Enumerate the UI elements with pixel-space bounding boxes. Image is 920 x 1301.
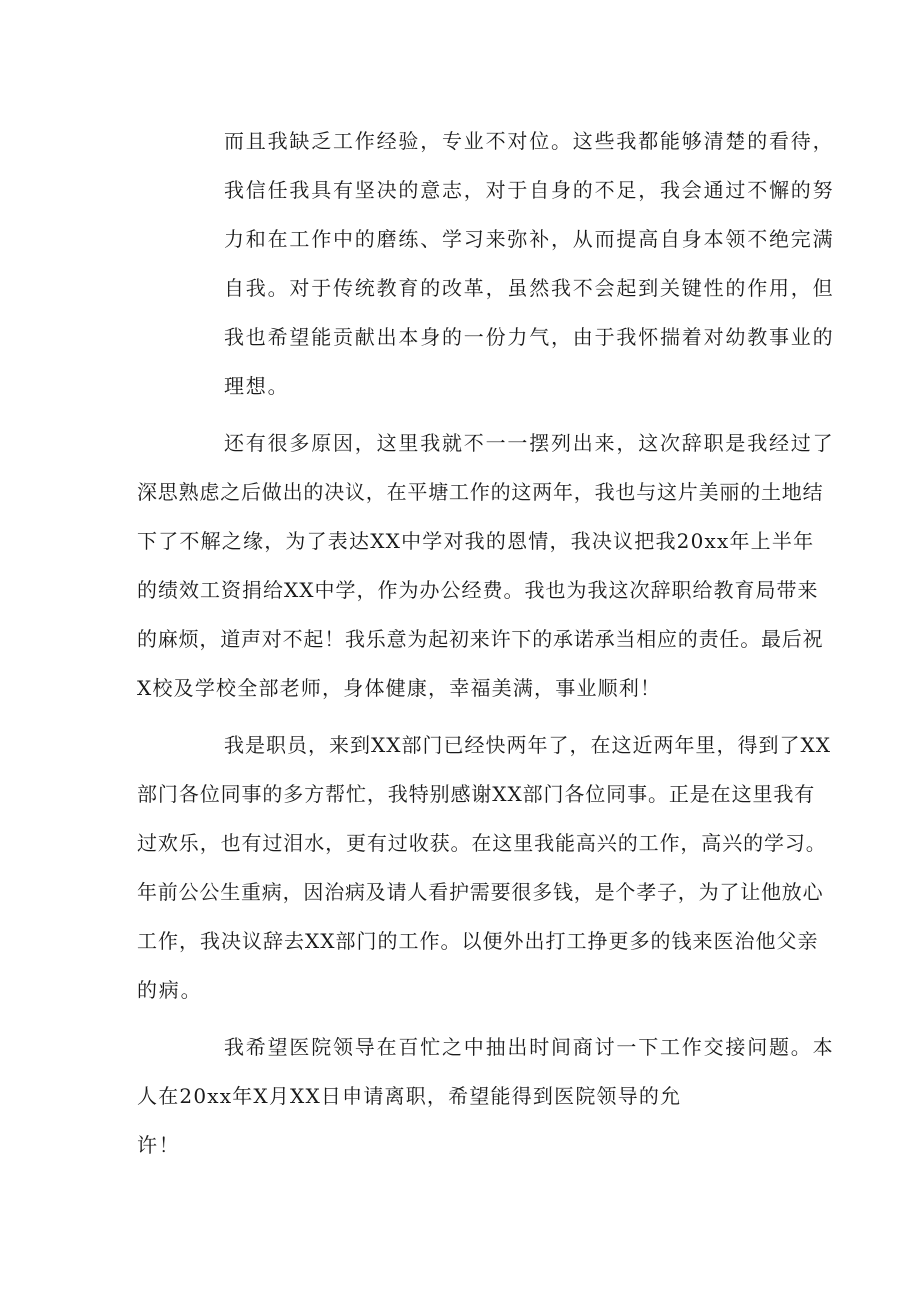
paragraph-3-line-6: 的病。: [137, 978, 203, 1002]
paragraph-1-line-5: 我也希望能贡献出本身的一份力气，由于我怀揣着对幼教事业的: [224, 325, 835, 349]
paragraph-1-line-4: 自我。对于传统教育的改革，虽然我不会起到关键性的作用，但: [224, 276, 835, 300]
paragraph-4-line-1: 我希望医院领导在百忙之中抽出时间商讨一下工作交接问题。本: [224, 1035, 835, 1059]
paragraph-1-line-1: 而且我缺乏工作经验，专业不对位。这些我都能够清楚的看待，: [224, 129, 835, 153]
paragraph-1-line-2: 我信任我具有坚决的意志，对于自身的不足，我会通过不懈的努: [224, 178, 835, 202]
paragraph-3-line-4: 年前公公生重病，因治病及请人看护需要很多钱，是个孝子，为了让他放心: [137, 880, 824, 904]
paragraph-4-line-3: 许！: [137, 1133, 181, 1157]
paragraph-3-line-3: 过欢乐，也有过泪水，更有过收获。在这里我能高兴的工作，高兴的学习。: [137, 831, 827, 855]
paragraph-2-line-5: 的麻烦，道声对不起！我乐意为起初来许下的承诺承当相应的责任。最后祝: [137, 627, 824, 651]
paragraph-2-line-2: 深思熟虑之后做出的决议，在平塘工作的这两年，我也与这片美丽的土地结: [137, 480, 824, 504]
paragraph-2-line-4: 的绩效工资捐给XX中学，作为办公经费。我也为我这次辞职给教育局带来: [137, 578, 819, 602]
paragraph-3-line-5: 工作，我决议辞去XX部门的工作。以便外出打工挣更多的钱来医治他父亲: [137, 929, 819, 953]
paragraph-3-line-1: 我是职员，来到XX部门已经快两年了，在这近两年里，得到了XX: [224, 733, 831, 757]
paragraph-2-line-6: X校及学校全部老师，身体健康，幸福美满，事业顺利！: [137, 676, 662, 700]
paragraph-3-line-2: 部门各位同事的多方帮忙，我特别感谢XX部门各位同事。正是在这里我有: [137, 782, 816, 806]
paragraph-2-line-1: 还有很多原因，这里我就不一一摆列出来，这次辞职是我经过了: [224, 431, 835, 455]
paragraph-1-line-3: 力和在工作中的磨练、学习来弥补，从而提高自身本领不绝完满: [224, 227, 835, 251]
paragraph-1-line-6: 理想。: [224, 374, 290, 398]
paragraph-4-line-2: 人在20xx年X月XX日申请离职，希望能得到医院领导的允: [137, 1084, 682, 1108]
paragraph-2-line-3: 下了不解之缘，为了表达XX中学对我的恩情，我决议把我20xx年上半年: [137, 529, 815, 553]
